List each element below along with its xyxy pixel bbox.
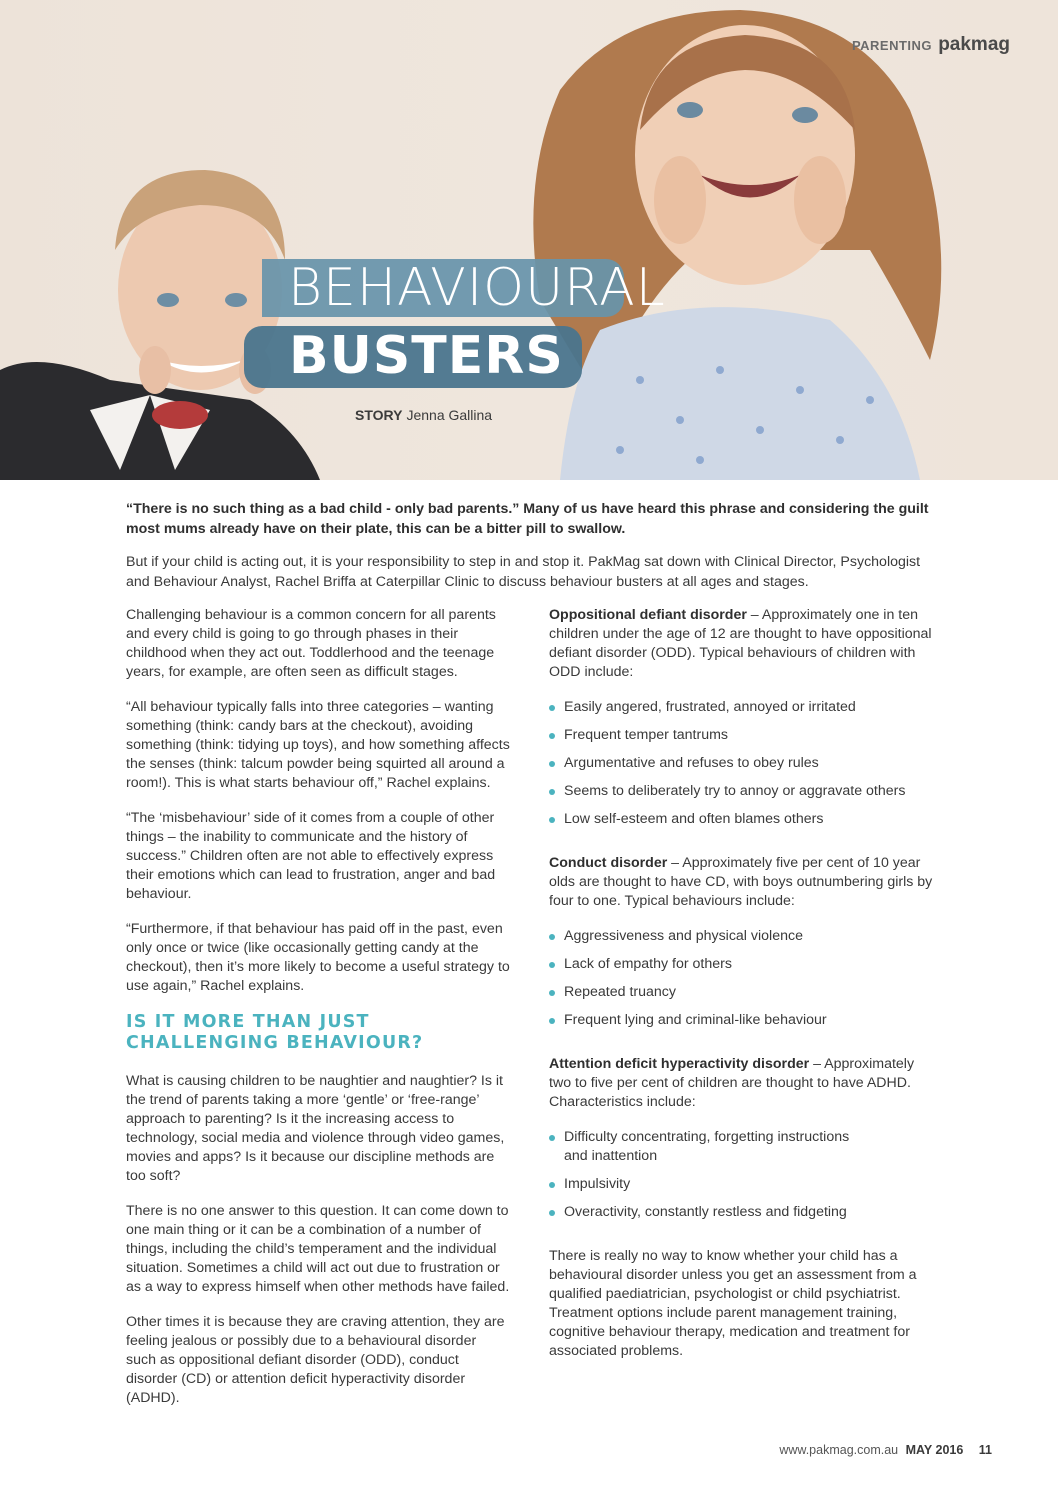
odd-paragraph (549, 606, 933, 682)
list-item: Low self-esteem and often blames others (549, 810, 933, 830)
girl-figure (533, 10, 941, 480)
adhd-text: – Approximately two to five per cent of children are thought to have ADHD. Characteristics include: (549, 1055, 915, 1110)
closing-paragraph: There is really no way to know whether your child has a behavioural disorder unless you get an assessment from a qualified paediatrician, psychologist or child psychiatrist. Treatment options include parent management training, cognitive behaviour therapy, medication and treatment for associated problems. (549, 1247, 917, 1359)
list-item: Repeated truancy (549, 983, 933, 1003)
list-item: Lack of empathy for others (549, 955, 933, 975)
right-column (549, 606, 933, 1377)
left-column (126, 606, 510, 1424)
paragraph: Other times it is because they are craving attention, they are feeling jealous or possibly due to a behavioural disorder such as oppositional defiant disorder (ODD), conduct disorder (CD) or attention deficit hyperactivity disorder (ADHD). (126, 1314, 505, 1406)
adhd-list (549, 1128, 933, 1223)
cd-text: – Approximately five per cent of 10 year olds are thought to have CD, with boys outnumbering girls by four to one. Typical behaviours include: (549, 854, 933, 909)
adhd-paragraph (549, 1055, 933, 1112)
title-line-1: BEHAVIOURAL (288, 258, 666, 318)
paragraph: “Furthermore, if that behaviour has paid off in the past, even only once or twice (like occasionally getting candy at the checkout), then it’s more likely to become a useful strategy to use again,” Rachel explains. (126, 921, 510, 994)
hero-photo (0, 0, 1058, 480)
page-number: 11 (978, 1443, 992, 1457)
masthead (852, 34, 1010, 56)
footer-url[interactable]: www.pakmag.com.au (779, 1443, 899, 1457)
byline-author: Jenna Gallina (406, 407, 493, 423)
issue-date: MAY 2016 (905, 1443, 964, 1457)
lead-paragraph: “There is no such thing as a bad child - only bad parents.” Many of us have heard this phrase and considering the guilt most mums already have on their plate, this can be a bitter pill to swallow. (126, 501, 929, 537)
list-item: Impulsivity (549, 1175, 933, 1195)
paragraph: “The ‘misbehaviour’ side of it comes from a couple of other things – the inability to communicate and the history of success.” Children often are not able to effectively express their emotions which can lead to frustration, anger and bad behaviour. (126, 810, 496, 902)
paragraph: Challenging behaviour is a common concern for all parents and every child is going to go through phases in their childhood when they act out. Toddlerhood and the teenage years, for example, are often seen as difficult stages. (126, 607, 496, 680)
byline-label: STORY (355, 407, 403, 423)
page-footer (779, 1443, 992, 1457)
paragraph: There is no one answer to this question. It can come down to one main thing or it can be a combination of a number of things, including the child’s temperament and the individual situation. Sometimes a child will act out due to frustration or as a way to express himself when other methods have failed. (126, 1203, 510, 1295)
odd-term: Oppositional defiant disorder (549, 607, 747, 623)
intro (126, 500, 946, 606)
paragraph: What is causing children to be naughtier and naughtier? Is it the trend of parents taking a more ‘gentle’ or ‘free-range’ approach to parenting? Is it the increasing access to technology, social media and violence through video games, movies and apps? Is it because our discipline methods are too soft? (126, 1073, 505, 1184)
list-item: Aggressiveness and physical violence (549, 927, 933, 947)
paragraph: “All behaviour typically falls into three categories – wanting something (think: candy bars at the checkout), avoiding something (think: tidying up toys), and how something affects the senses (think: talcum powder being squirted all around a room!). This is what starts behaviour off,” Rachel explains. (126, 699, 510, 791)
children-photo (0, 0, 1058, 480)
list-item: Difficulty concentrating, forgetting instructions and inattention (549, 1128, 933, 1167)
list-item: Frequent temper tantrums (549, 726, 933, 746)
section-heading: IS IT MORE THAN JUST CHALLENGING BEHAVIOUR? (126, 1012, 424, 1053)
list-item: Argumentative and refuses to obey rules (549, 754, 933, 774)
list-item: Frequent lying and criminal-like behaviour (549, 1011, 933, 1031)
brand-logo[interactable]: pakmag (938, 34, 1010, 55)
byline (355, 407, 492, 423)
list-item: Seems to deliberately try to annoy or aggravate others (549, 782, 933, 802)
intro-paragraph: But if your child is acting out, it is your responsibility to step in and stop it. PakMag sat down with Clinical Director, Psychologist and Behaviour Analyst, Rachel Briffa at Caterpillar Clinic to discuss behaviour busters at all ages and stages. (126, 554, 921, 590)
list-item: Easily angered, frustrated, annoyed or irritated (549, 698, 933, 718)
cd-term: Conduct disorder (549, 854, 668, 871)
cd-list (549, 927, 933, 1031)
boy-figure (0, 170, 320, 480)
adhd-term: Attention deficit hyperactivity disorder (549, 1055, 810, 1072)
title-line-2: BUSTERS (289, 326, 564, 386)
odd-text: – Approximately one in ten children under the age of 12 are thought to have oppositional defiant disorder (ODD). Typical behaviours of children with ODD include: (549, 607, 932, 680)
cd-paragraph (549, 854, 933, 911)
odd-list (549, 698, 933, 830)
list-item: Overactivity, constantly restless and fidgeting (549, 1203, 933, 1223)
section-label: PARENTING (851, 38, 933, 53)
